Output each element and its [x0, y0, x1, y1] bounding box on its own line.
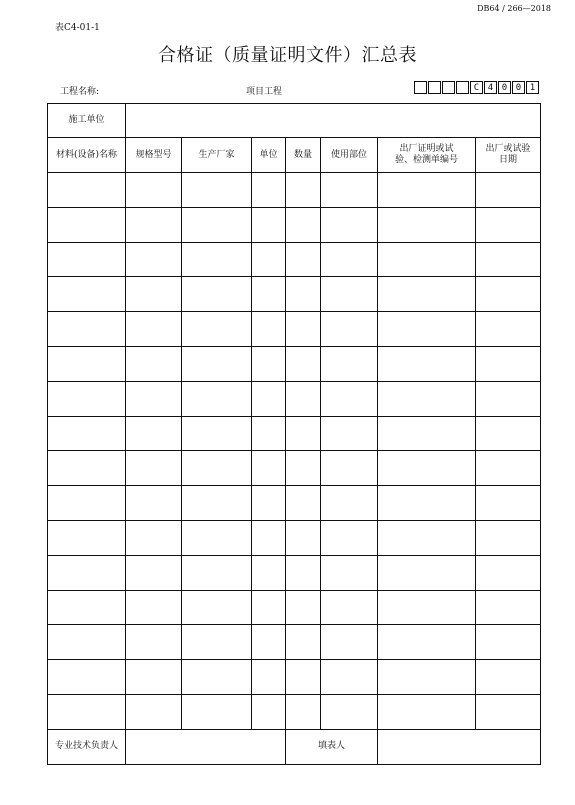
- usage-location-cell[interactable]: [321, 173, 378, 208]
- unit-cell[interactable]: [252, 173, 286, 208]
- code-box-8[interactable]: 0: [512, 81, 525, 94]
- quantity-cell[interactable]: [286, 520, 321, 555]
- spec-model-cell[interactable]: [126, 277, 182, 312]
- date-cell[interactable]: [476, 660, 541, 695]
- spec-model-cell[interactable]: [126, 312, 182, 347]
- table-row: [48, 207, 541, 242]
- quantity-cell[interactable]: [286, 416, 321, 451]
- project-name-label: 工程名称:: [60, 87, 100, 97]
- quantity-cell[interactable]: [286, 312, 321, 347]
- material-name-cell[interactable]: [48, 242, 126, 277]
- certificate-number-cell[interactable]: [378, 486, 476, 521]
- spec-model-cell[interactable]: [126, 173, 182, 208]
- table-row: [48, 346, 541, 381]
- summary-table: [47, 103, 541, 765]
- certificate-number-cell[interactable]: [378, 173, 476, 208]
- quantity-cell[interactable]: [286, 694, 321, 729]
- date-cell[interactable]: [476, 590, 541, 625]
- table-row: [48, 277, 541, 312]
- col-header-date: 出厂或试验日期: [476, 138, 541, 173]
- material-name-cell[interactable]: [48, 486, 126, 521]
- unit-cell[interactable]: [252, 207, 286, 242]
- date-cell[interactable]: [476, 520, 541, 555]
- date-cell[interactable]: [476, 173, 541, 208]
- material-name-cell[interactable]: [48, 555, 126, 590]
- tech-lead-label: 专业技术负责人: [48, 729, 126, 764]
- unit-cell[interactable]: [252, 242, 286, 277]
- quantity-cell[interactable]: [286, 555, 321, 590]
- filler-signature-field[interactable]: [378, 729, 541, 764]
- certificate-number-cell[interactable]: [378, 346, 476, 381]
- code-box-2[interactable]: [428, 81, 441, 94]
- unit-cell[interactable]: [252, 346, 286, 381]
- manufacturer-cell[interactable]: [182, 173, 252, 208]
- table-row: [48, 173, 541, 208]
- code-box-1[interactable]: [414, 81, 427, 94]
- manufacturer-cell[interactable]: [182, 242, 252, 277]
- manufacturer-cell[interactable]: [182, 416, 252, 451]
- spec-model-cell[interactable]: [126, 694, 182, 729]
- usage-location-cell[interactable]: [321, 520, 378, 555]
- quantity-cell[interactable]: [286, 277, 321, 312]
- material-name-cell[interactable]: [48, 451, 126, 486]
- code-box-5[interactable]: C: [470, 81, 483, 94]
- manufacturer-cell[interactable]: [182, 520, 252, 555]
- unit-cell[interactable]: [252, 625, 286, 660]
- unit-cell[interactable]: [252, 694, 286, 729]
- unit-cell[interactable]: [252, 555, 286, 590]
- spec-model-cell[interactable]: [126, 416, 182, 451]
- usage-location-cell[interactable]: [321, 346, 378, 381]
- code-box-3[interactable]: [442, 81, 455, 94]
- unit-cell[interactable]: [252, 277, 286, 312]
- usage-location-cell[interactable]: [321, 625, 378, 660]
- certificate-number-cell[interactable]: [378, 451, 476, 486]
- material-name-cell[interactable]: [48, 416, 126, 451]
- unit-cell[interactable]: [252, 520, 286, 555]
- quantity-cell[interactable]: [286, 451, 321, 486]
- date-cell[interactable]: [476, 277, 541, 312]
- material-name-cell[interactable]: [48, 590, 126, 625]
- spec-model-cell[interactable]: [126, 242, 182, 277]
- certificate-number-cell[interactable]: [378, 625, 476, 660]
- filler-label: 填表人: [286, 729, 378, 764]
- certificate-number-cell[interactable]: [378, 207, 476, 242]
- usage-location-cell[interactable]: [321, 207, 378, 242]
- table-row: [48, 625, 541, 660]
- manufacturer-cell[interactable]: [182, 625, 252, 660]
- unit-cell[interactable]: [252, 660, 286, 695]
- manufacturer-cell[interactable]: [182, 555, 252, 590]
- certificate-number-cell[interactable]: [378, 242, 476, 277]
- material-name-cell[interactable]: [48, 660, 126, 695]
- certificate-number-cell[interactable]: [378, 277, 476, 312]
- spec-model-cell[interactable]: [126, 207, 182, 242]
- spec-model-cell[interactable]: [126, 555, 182, 590]
- spec-model-cell[interactable]: [126, 590, 182, 625]
- manufacturer-cell[interactable]: [182, 451, 252, 486]
- manufacturer-cell[interactable]: [182, 207, 252, 242]
- quantity-cell[interactable]: [286, 207, 321, 242]
- table-row: [48, 381, 541, 416]
- table-row: [48, 312, 541, 347]
- material-name-cell[interactable]: [48, 277, 126, 312]
- construction-unit-label: 施工单位: [48, 104, 126, 138]
- table-row: [48, 451, 541, 486]
- quantity-cell[interactable]: [286, 590, 321, 625]
- table-row: [48, 416, 541, 451]
- certificate-number-cell[interactable]: [378, 520, 476, 555]
- table-row: [48, 660, 541, 695]
- quantity-cell[interactable]: [286, 625, 321, 660]
- table-row: [48, 590, 541, 625]
- usage-location-cell[interactable]: [321, 416, 378, 451]
- form-number: 表C4-01-1: [55, 23, 100, 33]
- manufacturer-cell[interactable]: [182, 590, 252, 625]
- code-box-9[interactable]: 1: [526, 81, 539, 94]
- usage-location-cell[interactable]: [321, 451, 378, 486]
- unit-cell[interactable]: [252, 486, 286, 521]
- spec-model-cell[interactable]: [126, 381, 182, 416]
- unit-cell[interactable]: [252, 416, 286, 451]
- material-name-cell[interactable]: [48, 346, 126, 381]
- date-cell[interactable]: [476, 555, 541, 590]
- col-header-usage-location: 使用部位: [321, 138, 378, 173]
- date-cell[interactable]: [476, 312, 541, 347]
- usage-location-cell[interactable]: [321, 277, 378, 312]
- manufacturer-cell[interactable]: [182, 694, 252, 729]
- col-header-spec-model: 规格型号: [126, 138, 182, 173]
- construction-unit-field[interactable]: [126, 104, 541, 138]
- col-header-unit: 单位: [252, 138, 286, 173]
- quantity-cell[interactable]: [286, 242, 321, 277]
- manufacturer-cell[interactable]: [182, 381, 252, 416]
- spec-model-cell[interactable]: [126, 625, 182, 660]
- manufacturer-cell[interactable]: [182, 312, 252, 347]
- usage-location-cell[interactable]: [321, 312, 378, 347]
- quantity-cell[interactable]: [286, 346, 321, 381]
- certificate-number-cell[interactable]: [378, 694, 476, 729]
- date-cell[interactable]: [476, 381, 541, 416]
- usage-location-cell[interactable]: [321, 590, 378, 625]
- material-name-cell[interactable]: [48, 520, 126, 555]
- table-row: [48, 242, 541, 277]
- usage-location-cell[interactable]: [321, 242, 378, 277]
- code-box-7[interactable]: 0: [498, 81, 511, 94]
- spec-model-cell[interactable]: [126, 346, 182, 381]
- manufacturer-cell[interactable]: [182, 346, 252, 381]
- unit-cell[interactable]: [252, 590, 286, 625]
- date-cell[interactable]: [476, 416, 541, 451]
- column-header-row: [48, 138, 541, 173]
- code-box-4[interactable]: [456, 81, 469, 94]
- date-cell[interactable]: [476, 625, 541, 660]
- manufacturer-cell[interactable]: [182, 486, 252, 521]
- col-header-certificate-number: 出厂证明或试验、检测单编号: [378, 138, 476, 173]
- material-name-cell[interactable]: [48, 694, 126, 729]
- project-name-value[interactable]: 项目工程: [246, 87, 283, 97]
- certificate-number-cell[interactable]: [378, 590, 476, 625]
- col-header-manufacturer: 生产厂家: [182, 138, 252, 173]
- material-name-cell[interactable]: [48, 312, 126, 347]
- col-header-quantity: 数量: [286, 138, 321, 173]
- manufacturer-cell[interactable]: [182, 277, 252, 312]
- code-box-6[interactable]: 4: [484, 81, 497, 94]
- tech-lead-signature-field[interactable]: [126, 729, 286, 764]
- quantity-cell[interactable]: [286, 381, 321, 416]
- quantity-cell[interactable]: [286, 486, 321, 521]
- certificate-number-cell[interactable]: [378, 660, 476, 695]
- date-cell[interactable]: [476, 207, 541, 242]
- unit-cell[interactable]: [252, 381, 286, 416]
- certificate-number-cell[interactable]: [378, 416, 476, 451]
- table-row: [48, 555, 541, 590]
- page-title: 合格证（质量证明文件）汇总表: [158, 45, 417, 66]
- material-name-cell[interactable]: [48, 207, 126, 242]
- spec-model-cell[interactable]: [126, 520, 182, 555]
- unit-cell[interactable]: [252, 312, 286, 347]
- manufacturer-cell[interactable]: [182, 660, 252, 695]
- material-name-cell[interactable]: [48, 381, 126, 416]
- date-cell[interactable]: [476, 486, 541, 521]
- col-header-material-name: 材料(设备)名称: [48, 138, 126, 173]
- unit-cell[interactable]: [252, 451, 286, 486]
- quantity-cell[interactable]: [286, 660, 321, 695]
- standard-number: DB64 / 266—2018: [477, 4, 551, 13]
- construction-unit-row: [48, 104, 541, 138]
- quantity-cell[interactable]: [286, 173, 321, 208]
- usage-location-cell[interactable]: [321, 486, 378, 521]
- usage-location-cell[interactable]: [321, 660, 378, 695]
- certificate-number-cell[interactable]: [378, 381, 476, 416]
- table-row: [48, 520, 541, 555]
- certificate-number-cell[interactable]: [378, 312, 476, 347]
- date-cell[interactable]: [476, 346, 541, 381]
- material-name-cell[interactable]: [48, 625, 126, 660]
- usage-location-cell[interactable]: [321, 555, 378, 590]
- date-cell[interactable]: [476, 242, 541, 277]
- usage-location-cell[interactable]: [321, 381, 378, 416]
- date-cell[interactable]: [476, 694, 541, 729]
- spec-model-cell[interactable]: [126, 451, 182, 486]
- usage-location-cell[interactable]: [321, 694, 378, 729]
- spec-model-cell[interactable]: [126, 660, 182, 695]
- table-row: [48, 694, 541, 729]
- certificate-number-cell[interactable]: [378, 555, 476, 590]
- spec-model-cell[interactable]: [126, 486, 182, 521]
- signature-row: [48, 729, 541, 764]
- date-cell[interactable]: [476, 451, 541, 486]
- material-name-cell[interactable]: [48, 173, 126, 208]
- table-row: [48, 486, 541, 521]
